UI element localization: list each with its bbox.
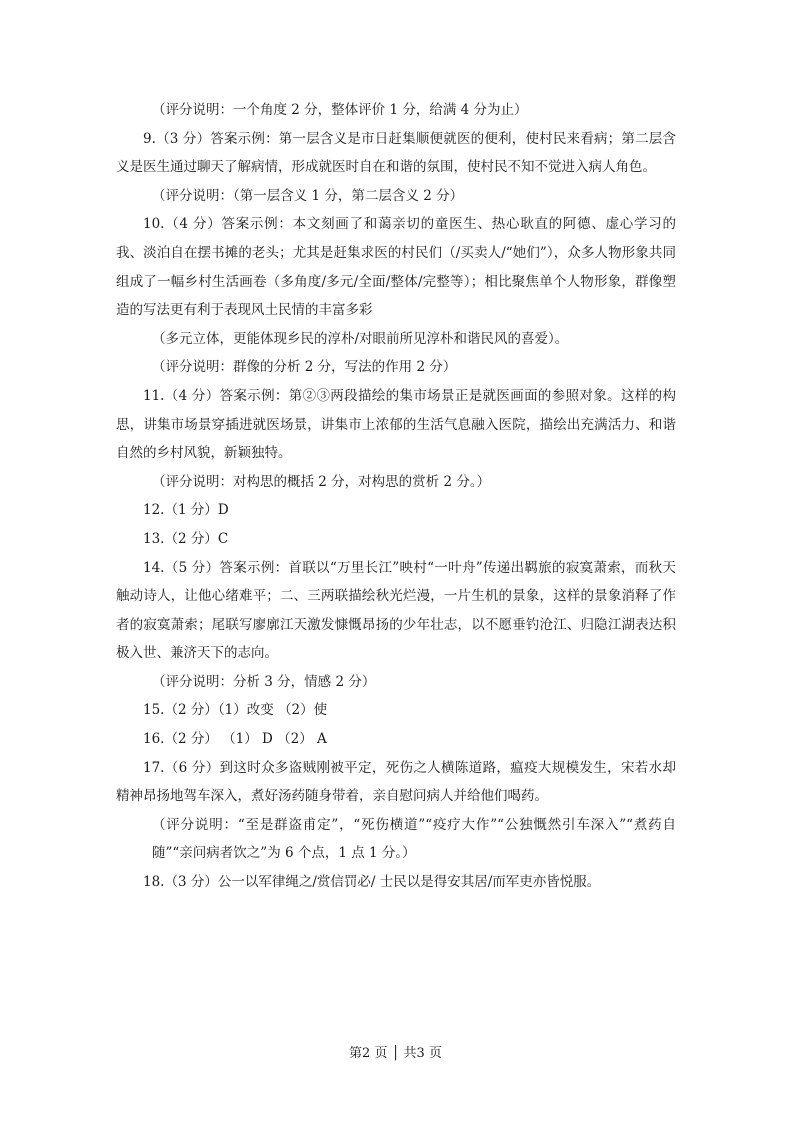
scoring-note-11: （评分说明：对构思的概括 2 分，对构思的赏析 2 分。） (152, 473, 491, 490)
answer-11: 11.（4 分）答案示例：第②③两段描绘的集市场景正是就医画面的参照对象。这样的构思，讲集市场景穿插进就医场景，讲集市上浓郁的生活气息融入医院，描绘出充满活力、和谐自然的乡村风貌，新颖独特。 (116, 387, 676, 462)
scoring-note-14: （评分说明：分析 3 分，情感 2 分） (152, 673, 376, 690)
answer-10-supplement: （多元立体，更能体现乡民的淳朴/对眼前所见淳朴和谐民风的喜爱）。 (152, 330, 569, 347)
scoring-note-10: （评分说明：群像的分析 2 分，写法的作用 2 分） (152, 359, 457, 376)
answer-16: 16.（2 分） （1） D （2） A (143, 731, 327, 748)
scoring-note-9: （评分说明：（第一层含义 1 分，第二层含义 2 分） (152, 187, 464, 204)
answer-9: 9.（3 分）答案示例：第一层含义是市日赶集顺便就医的便利，使村民来看病；第二层含义是医生通过聊天了解病情，形成就医时自在和谐的氛围，使村民不知不觉进入病人角色。 (116, 130, 676, 176)
answer-17: 17.（6 分）到这时众多盗贼刚被平定，死伤之人横陈道路，瘟疫大规模发生，宋若水却精神昂扬地驾车深入，煮好汤药随身带着，亲自慰问病人并给他们喝药。 (116, 759, 676, 805)
scoring-note-17: （评分说明：“至是群盗甫定”，“死伤横道”“疫疗大作”“公独慨然引车深入”“煮药自随”“亲问病者饮之”为 6 个点，1 点 1 分。） (152, 816, 676, 862)
answer-13: 13.（2 分）C (143, 530, 229, 547)
scoring-note-8: （评分说明：一个角度 2 分，整体评价 1 分，给满 4 分为止） (152, 102, 528, 118)
answer-15: 15.（2 分）（1）改变 （2）使 (143, 702, 328, 719)
page-footer: 第2 页 │ 共3 页 (349, 1046, 442, 1061)
document-body (116, 96, 676, 897)
answer-14: 14.（5 分）答案示例：首联以“万里长江”映村“一叶舟”传递出羁旅的寂寞萧索，而秋天触动诗人，让他心绪难平；二、三两联描绘秋光烂漫，一片生机的景象，这样的景象消释了作者的寂寞萧索；尾联写廖廓江天激发慷慨昂扬的少年壮志，以不愿垂钓沧江、归隐江湖表达积极入世、兼济天下的志向。 (116, 559, 676, 662)
answer-12: 12.（1 分）D (143, 502, 229, 519)
answer-18: 18.（3 分）公一以军律绳之/赏信罚必/ 士民以是得安其居/而军吏亦皆悦服。 (143, 874, 601, 891)
answer-10: 10.（4 分）答案示例：本文刻画了和蔼亲切的童医生、热心耿直的阿德、虚心学习的我、淡泊自在摆书摊的老头；尤其是赶集求医的村民们（/买卖人/“她们”），众多人物形象共同组成了一幅乡村生活画卷（多角度/多元/全面/整体/完整等）；相比聚焦单个人物形象，群像塑造的写法更有利于表现风土民情的丰富多彩 (116, 216, 676, 319)
